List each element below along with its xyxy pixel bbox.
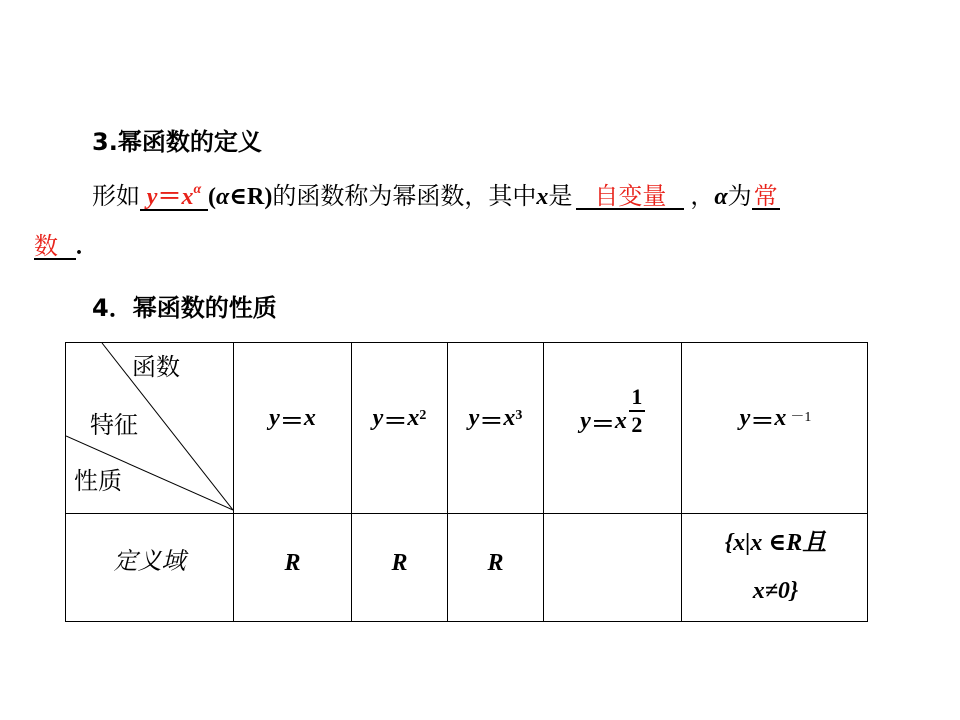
properties-table: [65, 342, 868, 622]
definition-line-1: 形如 $y=x^\alpha$ (α∈R)的函数称为幂函数，其中x是 自变量 ，α为常: [92, 182, 778, 210]
corner-label-function: 函数: [132, 353, 180, 381]
exponent-fraction: $\frac{1}{2}$: [629, 386, 645, 436]
domain-value-3: R: [487, 549, 504, 576]
domain-value-1: R: [284, 549, 301, 576]
domain-value-4: [544, 543, 681, 583]
definition-text: 的函数称为幂函数，其中: [272, 182, 537, 210]
row-divider: [66, 513, 867, 514]
function-header-4: y ＝ x $\frac{1}{2}$: [544, 389, 681, 453]
blank-power-function: $y=x^\alpha$: [140, 185, 208, 211]
function-header-3: y ＝ x 3: [468, 404, 523, 435]
alpha-variable: α: [714, 184, 728, 210]
prefix-text: 形如: [92, 182, 140, 210]
domain-value-5-line1: {x|x ∈R且: [724, 529, 827, 556]
corner-label-feature: 特征: [90, 411, 138, 439]
function-header-1: y ＝ x: [269, 404, 316, 435]
section-3-heading: 3.幂函数的定义: [92, 128, 262, 156]
domain-value-5-line2: x≠0}: [752, 577, 799, 604]
domain-value-2: R: [391, 549, 408, 576]
section-4-heading: 4．幂函数的性质: [92, 294, 277, 322]
definition-line-2: 数 .: [34, 232, 82, 260]
corner-label-property: 性质: [74, 467, 122, 495]
blank-independent-variable: 自变量: [576, 184, 684, 210]
alpha-condition: (α∈R): [208, 184, 273, 210]
blank-constant-part1: 常: [753, 182, 778, 210]
x-variable: x: [536, 184, 549, 210]
function-header-2: y ＝ x 2: [372, 404, 427, 435]
row-label-domain: 定义域: [113, 546, 186, 575]
blank-constant-part2: 数: [34, 234, 76, 260]
function-header-5: y ＝ x －1: [739, 404, 812, 435]
